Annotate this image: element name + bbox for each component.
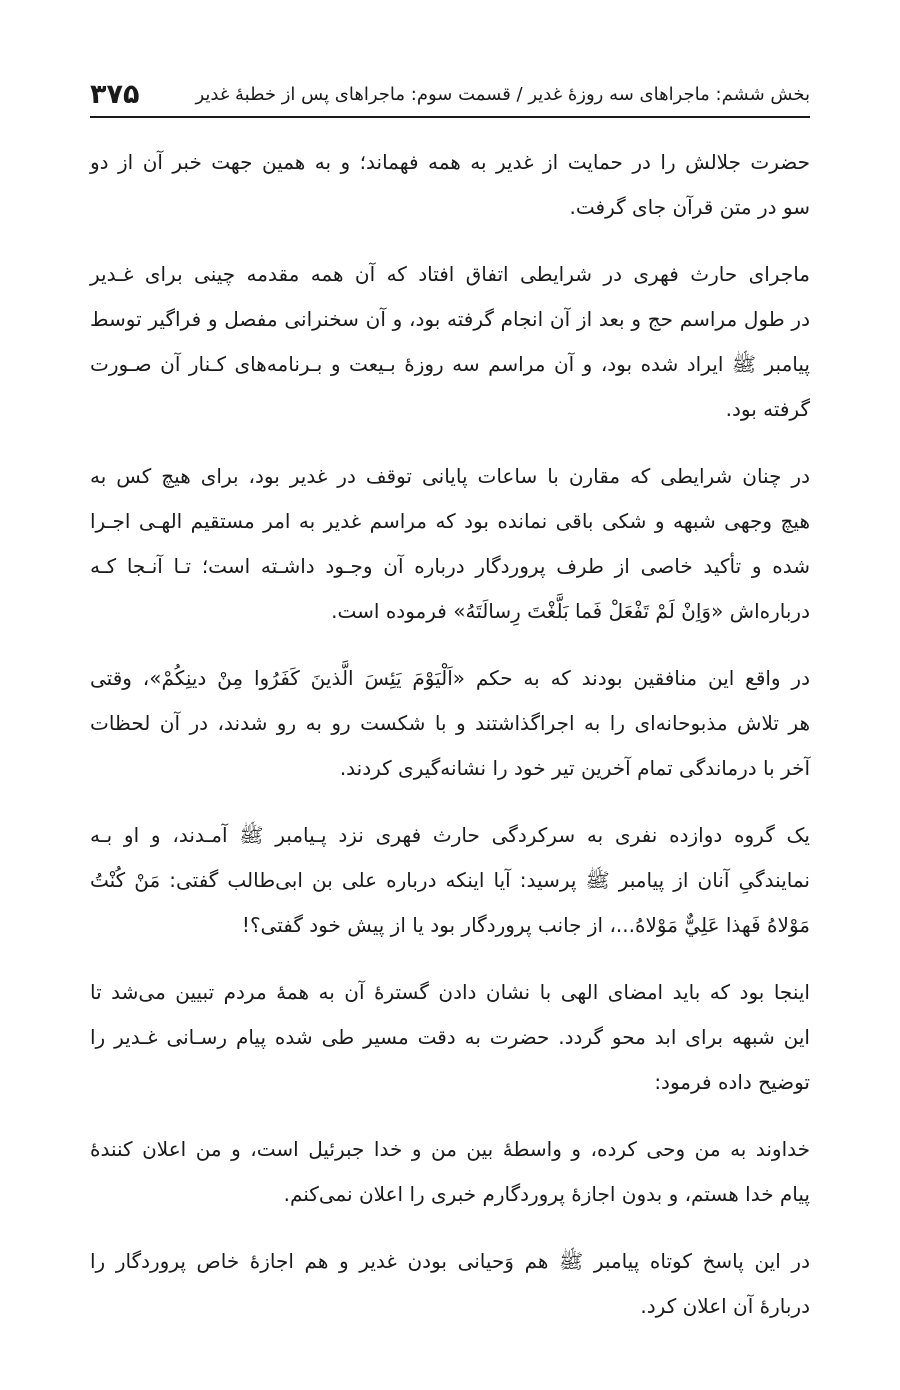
text-line: این شبهه برای ابد محو گردد. حضرت به دقت مسیر طی شده پیام رسـانی غـدیر را [90, 1025, 810, 1049]
body-text [90, 140, 810, 1351]
text-line: در چنان شرایطی که مقارن با ساعات پایانی توقف در غدیر بود، برای هیچ کس به [90, 464, 810, 488]
text-line: خداوند به من وحی کرده، و واسطهٔ بین من و خدا جبرئیل است، و من اعلان کنندهٔ [90, 1137, 810, 1161]
paragraph [90, 252, 810, 432]
paragraph [90, 813, 810, 948]
text-line: پیامبر ﷺ ایراد شده بود، و آن مراسم سه روزهٔ بـیعت و بـرنامه‌های کـنار آن صـورت [90, 352, 810, 376]
text-line: گرفته بود. [725, 397, 810, 421]
text-line: سو در متن قرآن جای گرفت. [569, 195, 810, 219]
paragraph [90, 1127, 810, 1217]
text-line: هر تلاش مذبوحانه‌ای را به اجراگذاشتند و با شکست رو به رو شدند، در آن لحظات [90, 711, 810, 735]
text-line: در واقع این منافقین بودند که به حکم «اَلْيَوْمَ يَئِسَ الَّذينَ كَفَرُوا مِنْ دينِكُمْ»، وقتی [90, 666, 810, 690]
paragraph [90, 970, 810, 1105]
text-line: ماجرای حارث فهری در شرایطی اتفاق افتاد که آن همه مقدمه چینی برای غـدیر [90, 262, 810, 286]
paragraph [90, 140, 810, 230]
text-line: درباره‌اش «وَاِنْ لَمْ تَفْعَلْ فَما بَلَّغْتَ رِسالَتَهُ» فرموده است. [331, 599, 810, 623]
paragraph [90, 1239, 810, 1329]
text-line: آخر با درماندگی تمام آخرین تیر خود را نشانه‌گیری کردند. [339, 756, 810, 780]
text-line: نمایندگیِ آنان از پیامبر ﷺ پرسید: آیا اینکه درباره علی بن ابی‌طالب گفتی: مَنْ كُنْتُ [90, 868, 810, 892]
text-line: هیچ وجهی شبهه و شکی باقی نمانده بود که مراسم غدیر به امر مستقیم الهـی اجـرا [90, 509, 810, 533]
header-title: بخش ششم: ماجراهای سه روزهٔ غدیر / قسمت سوم: ماجراهای پس از خطبهٔ غدیر [195, 83, 810, 105]
page-number: ۳۷۵ [90, 78, 140, 110]
text-line: پیام خدا هستم، و بدون اجازهٔ پروردگارم خبری را اعلان نمی‌کنم. [283, 1182, 810, 1206]
text-line: یک گروه دوازده نفری به سرکردگی حارث فهری نزد پـیامبر ﷺ آمـدند، و او بـه [90, 823, 810, 847]
text-line: حضرت جلالش را در حمایت از غدیر به همه فهماند؛ و به همین جهت خبر آن از دو [90, 150, 810, 174]
text-line: دربارهٔ آن اعلان کرد. [640, 1294, 810, 1318]
paragraph [90, 454, 810, 634]
text-line: در طول مراسم حج و بعد از آن انجام گرفته بود، و آن سخنرانی مفصل و فراگیر توسط [90, 307, 810, 331]
text-line: مَوْلاهُ فَهذا عَلِيٌّ مَوْلاهُ...، از جانب پروردگار بود یا از پیش خود گفتی؟! [241, 913, 810, 937]
paragraph [90, 656, 810, 791]
running-header [90, 72, 810, 118]
text-line: در این پاسخ کوتاه پیامبر ﷺ هم وَحیانی بودن غدیر و هم اجازهٔ خاص پروردگار را [90, 1249, 810, 1273]
text-line: اینجا بود که باید امضای الهی با نشان دادن گسترهٔ آن به همهٔ مردم تبیین می‌شد تا [90, 980, 810, 1004]
text-line: توضیح داده فرمود: [654, 1070, 810, 1094]
text-line: شده و تأکید خاصی از طرف پروردگار درباره آن وجـود داشـته است؛ تـا آنـجا کـه [90, 554, 810, 578]
